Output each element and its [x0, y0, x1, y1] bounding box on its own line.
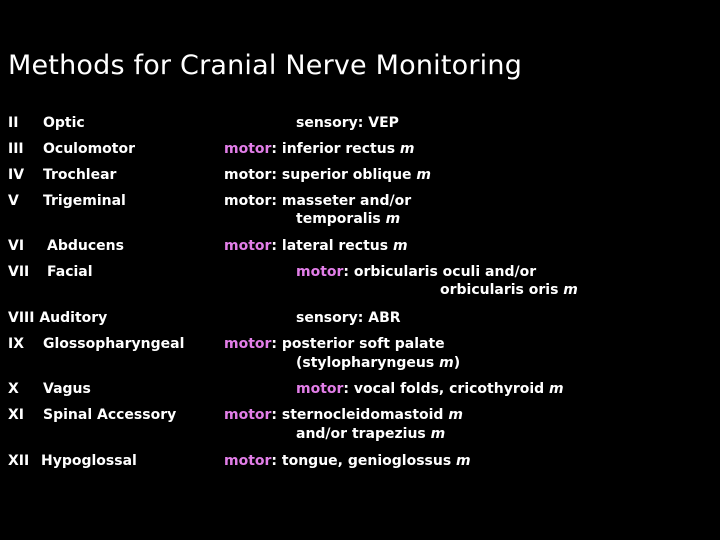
motor-label: motor: [224, 141, 272, 157]
nerve-name: Auditory: [39, 310, 108, 326]
method-text: (stylopharyngeus: [296, 355, 440, 371]
nerve-number: VII: [8, 264, 30, 280]
monitoring-method-continued: [296, 354, 460, 372]
motor-label: motor: [224, 407, 272, 423]
muscle-abbrev: m: [456, 453, 471, 469]
muscle-abbrev: m: [416, 167, 431, 183]
separator: :: [271, 453, 282, 469]
nerve-number: V: [8, 193, 19, 209]
method-text: lateral rectus: [281, 238, 393, 254]
monitoring-method-continued: [440, 281, 578, 299]
muscle-abbrev: m: [430, 426, 446, 442]
nerve-number: [8, 309, 107, 327]
method-text: orbicularis oculi and/or: [353, 264, 537, 280]
motor-label: motor: [224, 238, 272, 254]
method-text: posterior soft palate: [281, 336, 445, 352]
separator: :: [343, 381, 354, 397]
motor-label: motor: [224, 453, 272, 469]
separator: :: [271, 238, 282, 254]
nerve-number-text: VIII: [8, 310, 35, 326]
method-text: temporalis: [296, 211, 386, 227]
monitoring-method: [224, 335, 445, 353]
muscle-abbrev: m: [392, 238, 408, 254]
nerve-name: Facial: [47, 264, 93, 280]
monitoring-method: [224, 192, 411, 210]
nerve-number: II: [8, 115, 19, 131]
monitoring-method: [296, 263, 536, 281]
muscle-abbrev: m: [549, 381, 564, 397]
nerve-name: Abducens: [47, 238, 124, 254]
nerve-name: Vagus: [43, 381, 91, 397]
separator: :: [343, 264, 354, 280]
nerve-name: Spinal Accessory: [43, 407, 177, 423]
closing-paren: ): [453, 355, 461, 371]
nerve-number: IX: [8, 336, 25, 352]
method-text: sternocleidomastoid: [281, 407, 449, 423]
nerve-number: IV: [8, 167, 25, 183]
nerve-name: Glossopharyngeal: [43, 336, 185, 352]
nerve-number: VI: [8, 238, 25, 254]
nerve-name: Trochlear: [43, 167, 117, 183]
nerve-name: Oculomotor: [43, 141, 136, 157]
method-text: motor: superior oblique: [224, 167, 417, 183]
nerve-number: X: [8, 381, 19, 397]
method-text: tongue, genioglossus: [281, 453, 457, 469]
muscle-abbrev: m: [439, 355, 454, 371]
method-text: orbicularis oris: [440, 282, 564, 298]
nerve-name: Hypoglossal: [41, 453, 137, 469]
nerve-number: XII: [8, 453, 30, 469]
monitoring-method: [224, 140, 415, 158]
separator: :: [271, 407, 282, 423]
nerve-number: III: [8, 141, 24, 157]
method-text: inferior rectus: [281, 141, 400, 157]
monitoring-method: [296, 114, 399, 132]
method-text: sensory: VEP: [296, 115, 399, 131]
muscle-abbrev: m: [399, 141, 415, 157]
muscle-abbrev: m: [385, 211, 401, 227]
nerve-name: Trigeminal: [43, 193, 126, 209]
separator: :: [271, 336, 282, 352]
motor-label: motor: [224, 336, 272, 352]
monitoring-method-continued: [296, 210, 400, 228]
monitoring-method-continued: [296, 425, 445, 443]
nerve-name: Optic: [43, 115, 85, 131]
nerve-number: XI: [8, 407, 25, 423]
method-text: vocal folds, cricothyroid: [353, 381, 550, 397]
monitoring-method: [296, 380, 564, 398]
monitoring-method: [296, 309, 401, 327]
slide-title: Methods for Cranial Nerve Monitoring: [8, 50, 523, 81]
motor-label: motor: [296, 381, 344, 397]
method-text: sensory: ABR: [296, 310, 401, 326]
method-text: and/or trapezius: [296, 426, 431, 442]
monitoring-method: [224, 406, 463, 424]
muscle-abbrev: m: [563, 282, 578, 298]
muscle-abbrev: m: [448, 407, 463, 423]
monitoring-method: [224, 166, 431, 184]
monitoring-method: [224, 237, 408, 255]
method-text: motor: masseter and/or: [224, 193, 412, 209]
monitoring-method: [224, 452, 471, 470]
motor-label: motor: [296, 264, 344, 280]
separator: :: [271, 141, 282, 157]
